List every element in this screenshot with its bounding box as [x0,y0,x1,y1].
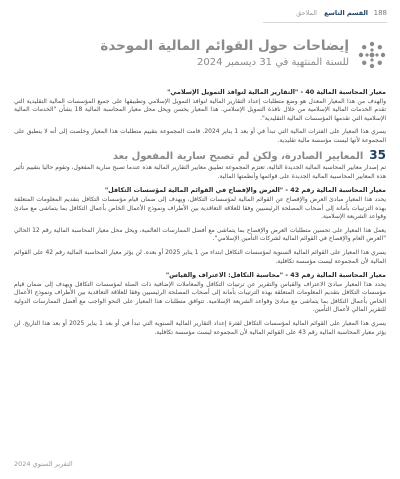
rosette-logo-icon [357,40,387,70]
note-intro-paragraph: تم إصدار معايير المحاسبة المالية الجديدة التالية، تعتزم المجموعة تطبيق معايير التقارير المالية هذه عندما تصبح سارية المفعول، وتقوم حاليا بتقييم تأثير هذه المعايير المحاسبية المالية الجديدة على قوائمها وأنظمتها المالية. [14,164,386,180]
paragraph: والهدف من هذا المعيار المعدل هو وضع متطلبات إعداد التقارير المالية لنوافذ التمويل الإسلامي وتطبيقها على جميع المؤسسات المالية التقليدية التي تقدم الخدمات المالية الإسلامية من خلال نافذة التمويل الإسلامي. هذا المعيار يحسن ويحل محل معيار المحاسبة المالية 18 بشأن "الخدمات المالية الإسلامية التي تقدمها المؤسسات المالية التقليدية". [14,97,386,122]
paragraph: يحدد هذا المعيار مبادئ العرض والإفصاح عن القوائم المالية لمؤسسات التكافل، ويهدف إلى ضمان قيام مؤسسات التكافل بتقديم المعلومات المتعلقة بهذه الترتيبات بأمانة إلى أصحاب المصلحة الرئيسيين وفقا للعلاقة التعاقدية بين الأطراف ونموذج الأعمال الخاص بأعمال التكافل بما يتماشى مع مبادئ وقواعد الشريعة الإسلامية. [14,195,386,221]
page-subtitle: للسنة المنتهية في 31 ديسمبر 2024 [197,57,349,68]
page-number: 188 [373,9,387,17]
paragraph: يسري هذا المعيار على الفترات المالية التي تبدأ في أو بعد 1 يناير 2024. قامت المجموعة بتقييم متطلبات هذا المعيار وخلصت إلى أنه لا ينطبق على المجموعة لأنها ليست مؤسسة مالية تقليدية. [14,128,387,144]
note-heading [14,147,386,162]
page-title: إيضاحات حول القوائم المالية الموحدة [100,38,349,54]
paragraph: يحدد هذا المعيار مبادئ الاعتراف والقياس والتقرير عن ترتيبات التكافل والمعاملات الإضافية ذات الصلة لمؤسسات التكافل ويهدف إلى ضمان قيام مؤسسات التكافل بتقديم المعلومات المتعلقة بهذه الترتيبات بأمانة إلى أصحاب المصلحة الرئيسيين وفقا للعلاقة التعاقدية بين الأطراف ونموذج الأعمال الخاص بأعمال التكافل بما يتماشى مع مبادئ وقواعد الشريعة الإسلامية. تتوافق متطلبات هذا المعيار على النحو الواجب مع أفضل الممارسات الدولية للتقرير المالي لأعمال التأمين. [14,280,386,314]
top-divider [263,22,387,23]
nav-item-active-section[interactable]: القسم التاسع [324,9,368,17]
paragraph: يعمل هذا المعيار على تحسين متطلبات العرض والإفصاح بما يتماشى مع أفضل الممارسات العالمية، ويحل محل معيار المحاسبة المالية رقم 12 الحالي "العرض العام والإفصاح في القوائم المالية لشركات التأمين الإسلامي". [14,226,387,243]
paragraph: يسري هذا المعيار على القوائم المالية السنوية لمؤسسات التكافل ابتداء من 1 يناير 2025 أو بعده. لن يؤثر معيار المحاسبة المالية رقم 42 على القوائم المالية لأن المجموعة ليست مؤسسة تكافلية. [14,248,386,265]
top-navigation [0,9,400,23]
section-heading-fas40: معيار المحاسبة المالية 40 - "التقارير المالية لنوافذ التمويل الإسلامي" [167,88,386,96]
nav-item-appendices[interactable]: الملاحق [296,9,317,17]
note-title: المعايير الصادرة، ولكن لم تصبح سارية المفعول بعد [112,150,364,162]
note-number: 35 [369,147,386,162]
page-header [13,38,387,74]
page-footer: التقرير السنوي 2024 [14,460,73,468]
section-heading-fas42: معيار المحاسبة المالية رقم 42 - "العرض والإفصاح في القوائم المالية لمؤسسات التكافل" [104,186,386,195]
main-content [14,88,386,342]
section-heading-fas43: معيار المحاسبة المالية رقم 43 - "محاسبة التكافل: الاعتراف والقياس" [165,271,386,280]
paragraph: يسري هذا المعيار على القوائم المالية لمؤسسات التكافل لفترة إعداد التقارير المالية السنوية التي تبدأ في أو بعد 1 يناير 2025 أو بعد هذا التاريخ. لن يؤثر معيار المحاسبة المالية رقم 43 على القوائم المالية لأن المجموعة ليست مؤسسة تكافلية. [14,320,387,336]
